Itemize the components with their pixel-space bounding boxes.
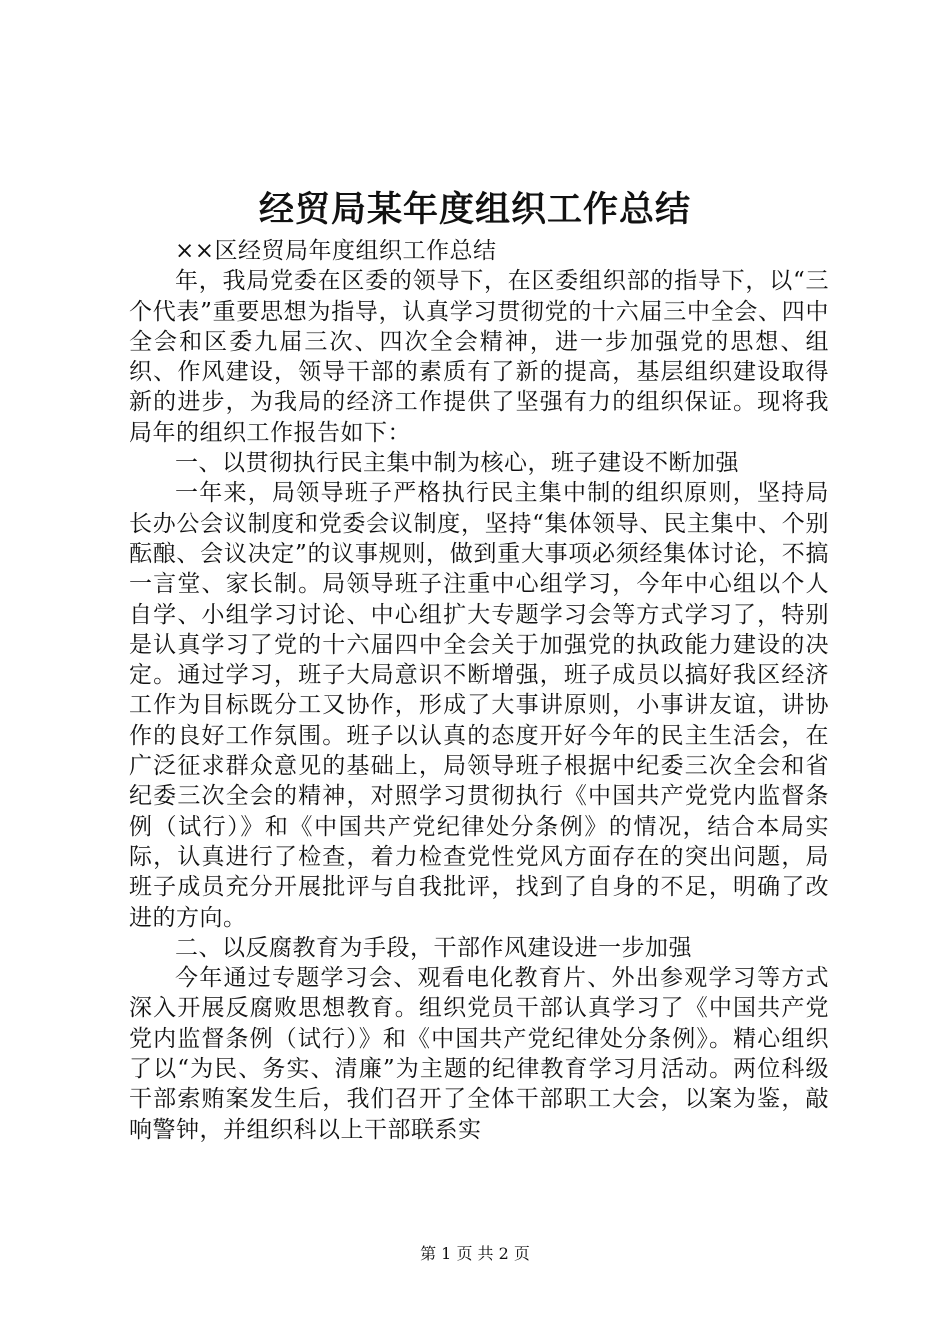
subtitle-paragraph: ××区经贸局年度组织工作总结 [175, 238, 497, 264]
section-heading-2: 二、以反腐教育为手段，干部作风建设进一步加强 [175, 934, 692, 961]
section-2-paragraph: 今年通过专题学习会、观看电化教育片、外出参观学习等方式深入开展反腐败思想教育。组织党员干部认真学习了《中国共产党党内监督条例（试行）》和《中国共产党纪律处分条例》。精心组织了以“为民、务实、清廉”为主题的纪律教育学习月活动。两位科级干部索贿案发生后，我们召开了全体干部职工大会，以案为鉴，敲响警钟，并组织科以上干部联系实 [129, 965, 829, 1143]
document-title: 经贸局某年度组织工作总结 [258, 189, 691, 230]
intro-paragraph: 年，我局党委在区委的领导下，在区委组织部的指导下，以“三个代表”重要思想为指导，认真学习贯彻党的十六届三中全会、四中全会和区委九届三次、四次全会精神，进一步加强党的思想、组织、作风建设，领导干部的素质有了新的提高，基层组织建设取得新的进步，为我局的经济工作提供了坚强有力的组织保证。现将我局年的组织工作报告如下： [129, 268, 829, 446]
document-body [129, 236, 829, 1145]
page-footer: 第 1 页 共 2 页 [420, 1244, 530, 1263]
section-heading-1: 一、以贯彻执行民主集中制为核心，班子建设不断加强 [175, 450, 739, 477]
section-1-paragraph: 一年来，局领导班子严格执行民主集中制的组织原则，坚持局长办公会议制度和党委会议制度，坚持“集体领导、民主集中、个别酝酿、会议决定”的议事规则，做到重大事项必须经集体讨论，不搞一言堂、家长制。局领导班子注重中心组学习，今年中心组以个人自学、小组学习讨论、中心组扩大专题学习会等方式学习了，特别是认真学习了党的十六届四中全会关于加强党的执政能力建设的决定。通过学习，班子大局意识不断增强，班子成员以搞好我区经济工作为目标既分工又协作，形成了大事讲原则，小事讲友谊，讲协作的良好工作氛围。班子以认真的态度开好今年的民主生活会，在广泛征求群众意见的基础上，局领导班子根据中纪委三次全会和省纪委三次全会的精神，对照学习贯彻执行《中国共产党党内监督条例（试行）》和《中国共产党纪律处分条例》的情况，结合本局实际，认真进行了检查，着力检查党性党风方面存在的突出问题，局班子成员充分开展批评与自我批评，找到了自身的不足，明确了改进的方向。 [129, 480, 829, 931]
